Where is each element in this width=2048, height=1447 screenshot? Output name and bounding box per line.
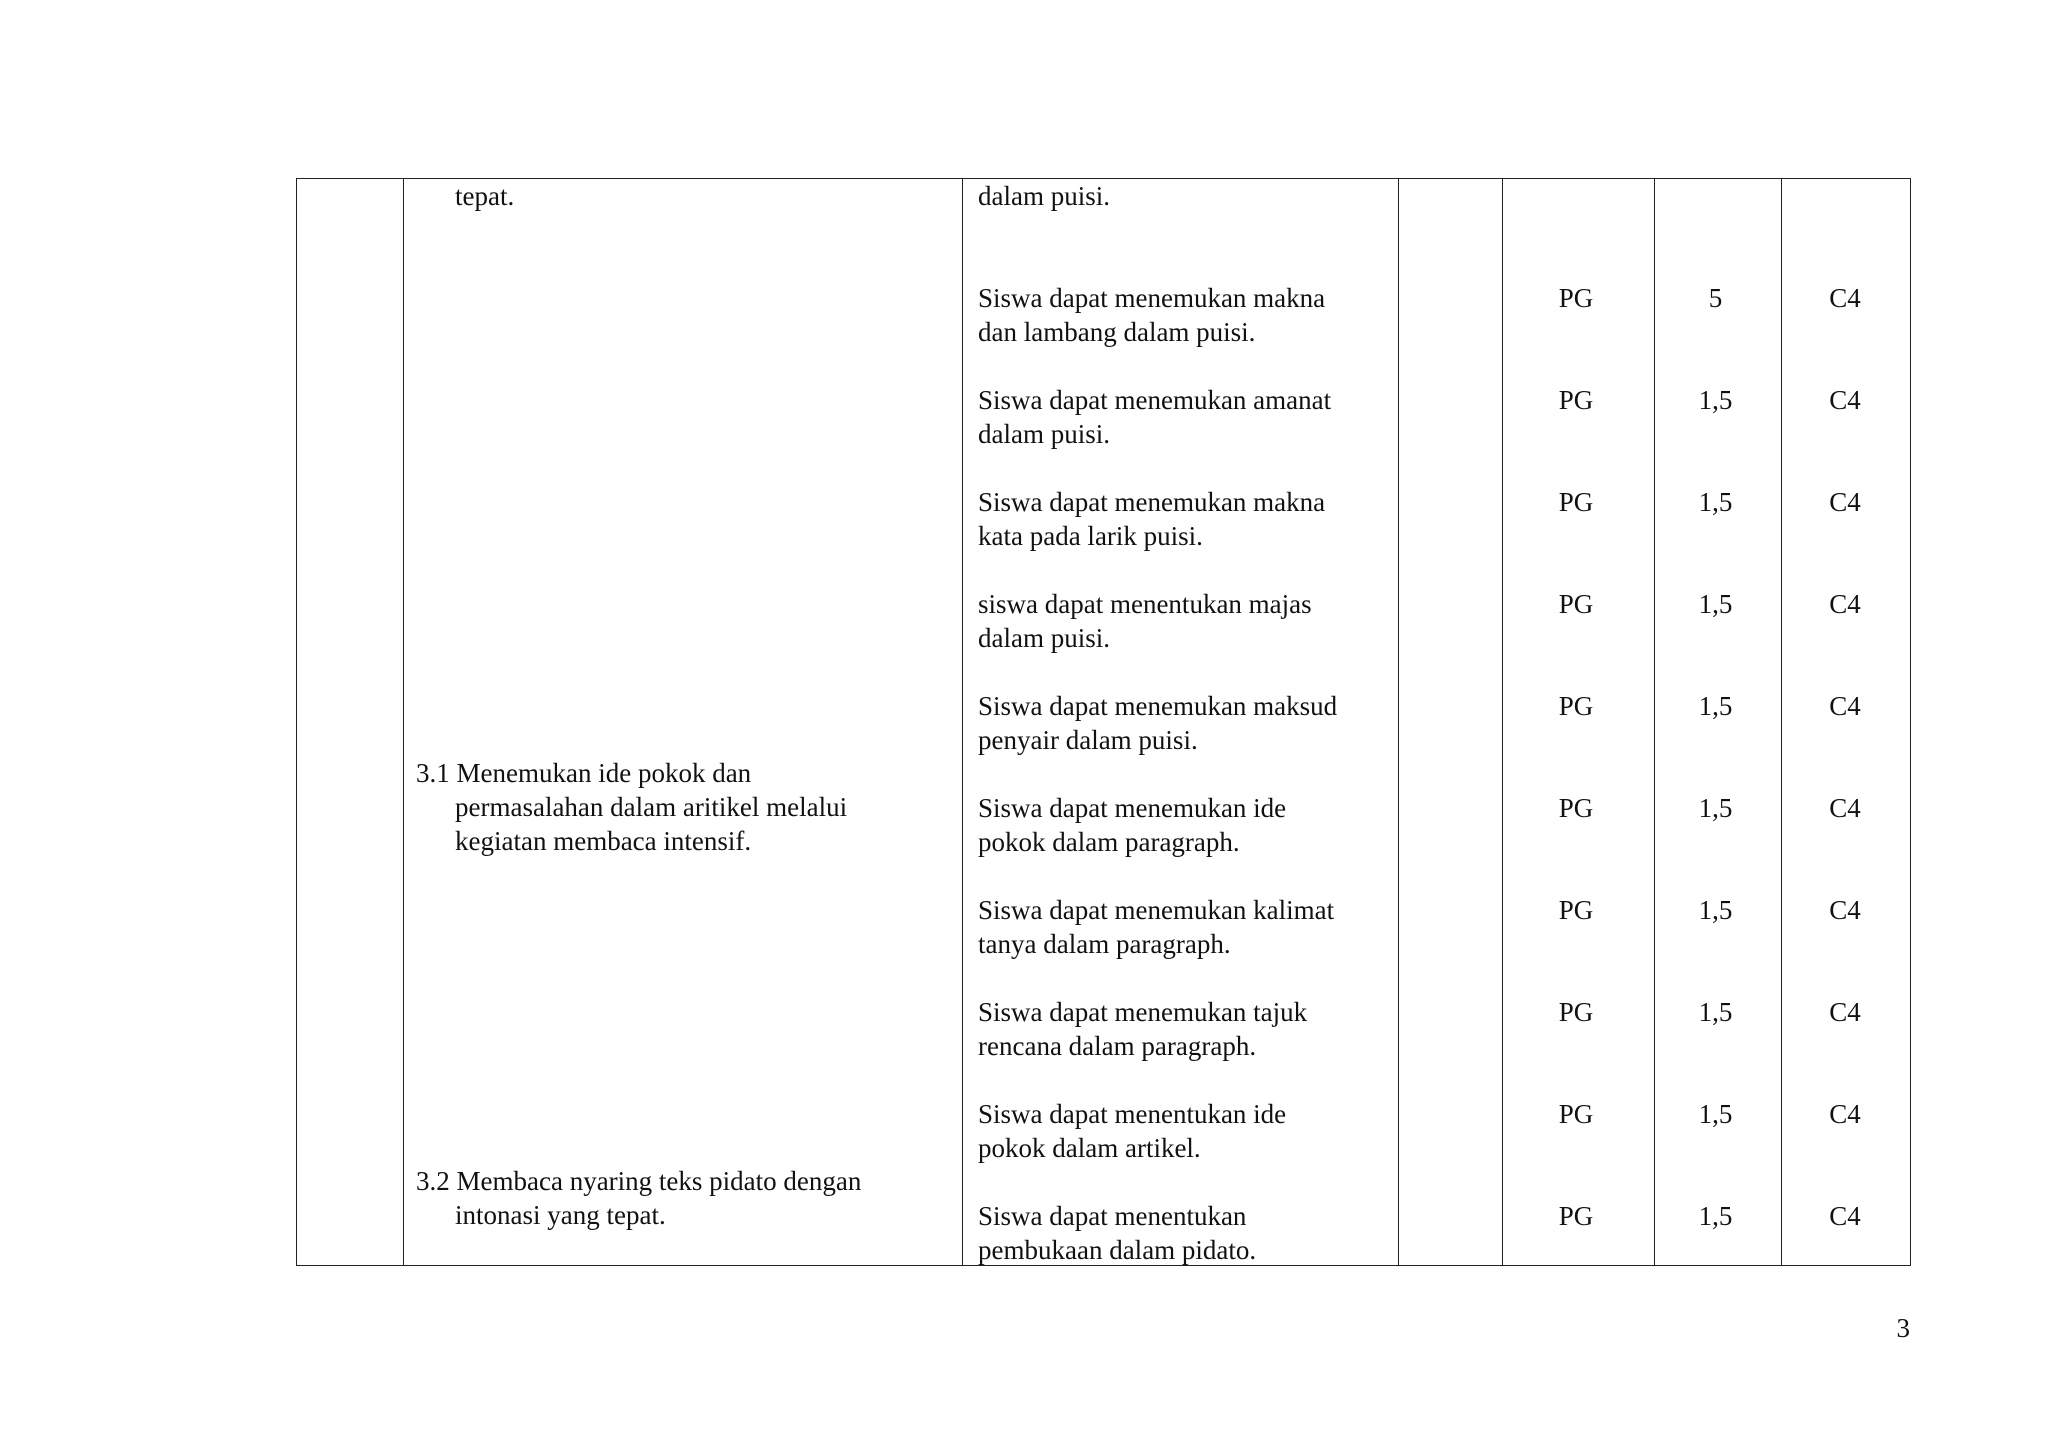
competency-line: kegiatan membaca intensif. (455, 826, 752, 856)
cognitive-level-cell: C4 (1829, 487, 1861, 517)
indicator-line: Siswa dapat menentukan ide (978, 1099, 1287, 1129)
indicator-line: siswa dapat menentukan majas (978, 589, 1312, 619)
cognitive-level-cell: C4 (1829, 691, 1861, 721)
indicator-line: penyair dalam puisi. (978, 725, 1198, 755)
cognitive-level-cell: C4 (1829, 895, 1861, 925)
cognitive-level-cell: C4 (1829, 997, 1861, 1027)
cognitive-level-cell: C4 (1829, 283, 1861, 313)
indicator-line: pokok dalam paragraph. (978, 827, 1240, 857)
indicator-carryover: dalam puisi. (978, 181, 1110, 211)
competency-3-2 (416, 1164, 861, 1232)
cognitive-level-cell: C4 (1829, 385, 1861, 415)
question-form-cell: PG (1558, 895, 1594, 925)
page-number: 3 (1896, 1313, 1910, 1343)
indicator-row (978, 893, 1334, 961)
column-divider (962, 178, 963, 1266)
column-divider (1398, 178, 1399, 1266)
question-form-cell: PG (1558, 283, 1594, 313)
question-number-cell: 1,5 (1698, 691, 1733, 721)
cognitive-level-cell: C4 (1829, 589, 1861, 619)
question-number-cell: 1,5 (1698, 895, 1733, 925)
question-number-cell: 1,5 (1698, 997, 1733, 1027)
indicator-row (978, 791, 1286, 859)
question-form-cell: PG (1558, 997, 1594, 1027)
indicator-line: dan lambang dalam puisi. (978, 317, 1256, 347)
indicator-row (978, 995, 1307, 1063)
competency-line: intonasi yang tepat. (455, 1200, 666, 1230)
indicator-row (978, 485, 1325, 553)
question-form-cell: PG (1558, 793, 1594, 823)
indicator-line: kata pada larik puisi. (978, 521, 1203, 551)
indicator-line: rencana dalam paragraph. (978, 1031, 1257, 1061)
indicator-line: Siswa dapat menentukan (978, 1201, 1247, 1231)
question-form-cell: PG (1558, 1201, 1594, 1231)
question-number-cell: 1,5 (1698, 793, 1733, 823)
indicator-line: dalam puisi. (978, 623, 1110, 653)
question-form-cell: PG (1558, 691, 1594, 721)
indicator-row (978, 1097, 1286, 1165)
question-form-cell: PG (1558, 589, 1594, 619)
indicator-line: Siswa dapat menemukan maksud (978, 691, 1338, 721)
cognitive-level-cell: C4 (1829, 1099, 1861, 1129)
indicator-line: Siswa dapat menemukan tajuk (978, 997, 1308, 1027)
cognitive-level-cell: C4 (1829, 793, 1861, 823)
indicator-line: dalam puisi. (978, 419, 1110, 449)
indicator-line: Siswa dapat menemukan makna (978, 283, 1326, 313)
question-form-cell: PG (1558, 1099, 1594, 1129)
competency-title: 3.1 Menemukan ide pokok dan (416, 758, 752, 788)
indicator-line: Siswa dapat menemukan amanat (978, 385, 1332, 415)
indicator-row (978, 689, 1337, 757)
indicator-line: tanya dalam paragraph. (978, 929, 1231, 959)
question-form-cell: PG (1558, 385, 1594, 415)
indicator-line: Siswa dapat menemukan ide (978, 793, 1287, 823)
cognitive-level-cell: C4 (1829, 1201, 1861, 1231)
question-number-cell: 1,5 (1698, 487, 1733, 517)
question-number-cell: 1,5 (1698, 385, 1733, 415)
competency-line: permasalahan dalam aritikel melalui (455, 792, 848, 822)
indicator-row (978, 1199, 1256, 1267)
indicator-line: Siswa dapat menemukan makna (978, 487, 1326, 517)
question-form-cell: PG (1558, 487, 1594, 517)
question-number-cell: 1,5 (1698, 1201, 1733, 1231)
indicator-line: Siswa dapat menemukan kalimat (978, 895, 1335, 925)
indicator-row (978, 383, 1331, 451)
indicator-row (978, 587, 1312, 655)
question-number-cell: 5 (1708, 283, 1723, 313)
question-number-cell: 1,5 (1698, 589, 1733, 619)
competency-carryover: tepat. (455, 181, 515, 211)
competency-title: 3.2 Membaca nyaring teks pidato dengan (416, 1166, 862, 1196)
question-number-cell: 1,5 (1698, 1099, 1733, 1129)
column-divider (403, 178, 404, 1266)
indicator-line: pembukaan dalam pidato. (978, 1235, 1257, 1265)
competency-3-1 (416, 756, 847, 858)
indicator-line: pokok dalam artikel. (978, 1133, 1201, 1163)
indicator-row (978, 281, 1325, 349)
